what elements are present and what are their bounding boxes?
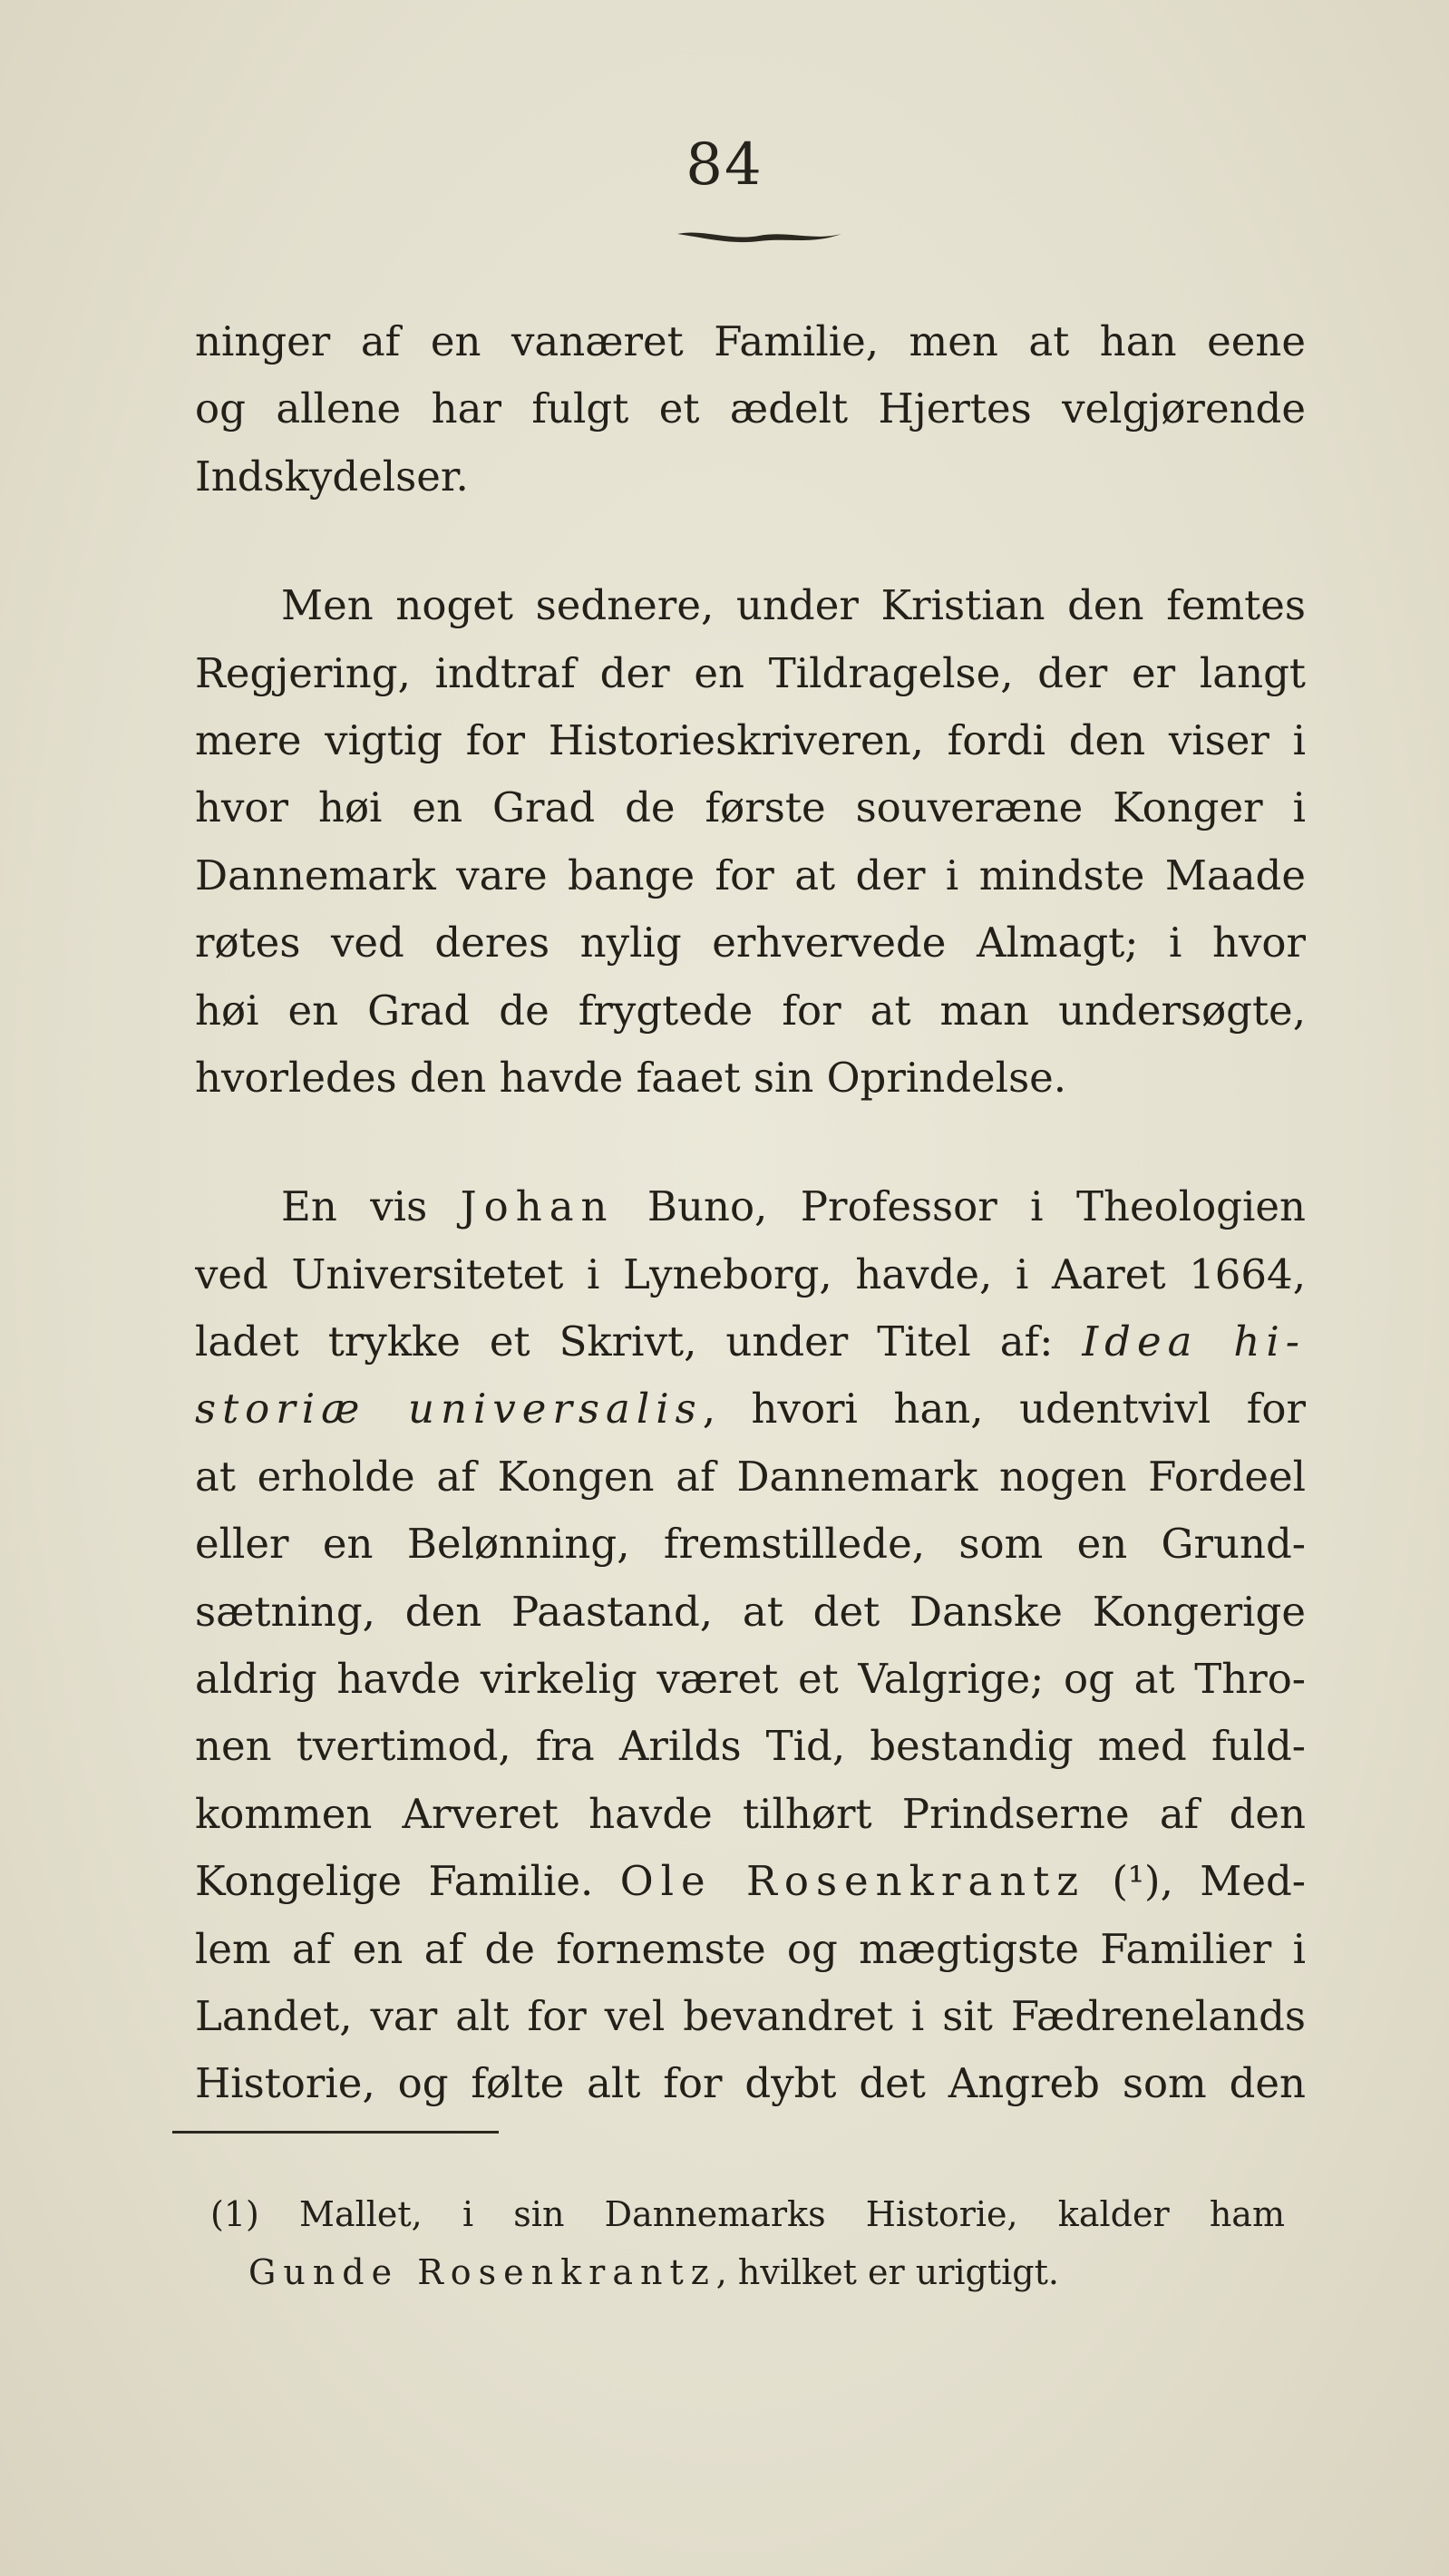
text-line: Dannemark vare bange for at der i mindste Maade (195, 851, 1306, 899)
text-line: lem af en af de fornemste og mægtigste Familier i (195, 1924, 1306, 1973)
footnote-line (210, 2243, 1285, 2301)
text-line: ninger af en vanæret Familie, men at han eene (195, 317, 1306, 365)
person-name: Ole Rosenkrantz (619, 1857, 1086, 1906)
text-line: aldrig havde virkelig været et Valgrige; og at Thro- (195, 1655, 1306, 1704)
body-text (195, 308, 1306, 2118)
text-segment: , hvori han, udentvivl for (702, 1385, 1306, 1434)
text-segment: , hvilket er urigtigt. (715, 2252, 1059, 2292)
text-line: sætning, den Paastand, at det Danske Kongerige (195, 1587, 1306, 1636)
text-line: hvorledes den havde faaet sin Oprindelse. (195, 1053, 1067, 1102)
ornament-divider-icon (676, 225, 843, 247)
footnote-reference: (¹), Med- (1085, 1857, 1306, 1906)
text-line (195, 1375, 1306, 1443)
text-line: Indskydelser. (195, 452, 469, 501)
text-line: høi en Grad de frygtede for at man undersøgte, (195, 986, 1306, 1035)
text-line: ved Universitetet i Lyneborg, havde, i Aaret 1664, (195, 1249, 1306, 1298)
text-line: eller en Belønning, fremstillede, som en Grund- (195, 1520, 1306, 1569)
text-line: mere vigtig for Historieskriveren, fordi den viser i (195, 715, 1306, 764)
text-line: og allene har fulgt et ædelt Hjertes velgjørende (195, 384, 1306, 433)
text-line: Landet, var alt for vel bevandret i sit Fædrenelands (195, 1991, 1306, 2040)
text-line: nen tvertimod, fra Arilds Tid, bestandig med fuld- (195, 1722, 1306, 1771)
text-segment: ladet trykke et Skrivt, under Titel af: (195, 1317, 1083, 1366)
text-segment: Kongelige Familie. (195, 1857, 620, 1906)
text-line: at erholde af Kongen af Dannemark nogen Fordeel (195, 1452, 1306, 1501)
latin-title: Idea hi- (1082, 1317, 1306, 1366)
text-line (195, 1308, 1306, 1375)
text-line (195, 1848, 1306, 1915)
text-line (195, 1173, 1306, 1240)
paragraph-gap (195, 1112, 1306, 1173)
text-segment: En vis (281, 1182, 461, 1231)
paragraph-buno (195, 1173, 1306, 2117)
text-line: kommen Arveret havde tilhørt Prindserne af den (195, 1789, 1306, 1838)
text-line: Regjering, indtraf der en Tildragelse, der er langt (195, 648, 1306, 697)
paragraph-kristian (195, 572, 1306, 1112)
text-line: Historie, og følte alt for dybt det Angreb som den (195, 2059, 1306, 2108)
person-name: Johan (460, 1182, 615, 1231)
latin-title: storiæ universalis (195, 1385, 703, 1434)
footnote-divider (172, 2131, 499, 2134)
footnote (210, 2185, 1285, 2301)
text-line: hvor høi en Grad de første souveræne Konger i (195, 783, 1306, 832)
paragraph-gap (195, 510, 1306, 572)
page-number: 84 (686, 131, 763, 199)
person-name: Gunde Rosenkrantz (248, 2252, 716, 2292)
text-segment: Buno, Professor i Theologien (614, 1182, 1306, 1231)
text-line: Men noget sednere, under Kristian den femtes (281, 581, 1306, 630)
footnote-line: (1) Mallet, i sin Dannemarks Historie, kalder ham (210, 2194, 1285, 2234)
paragraph-continuation (195, 308, 1306, 510)
text-line: røtes ved deres nylig erhvervede Almagt; i hvor (195, 919, 1306, 967)
